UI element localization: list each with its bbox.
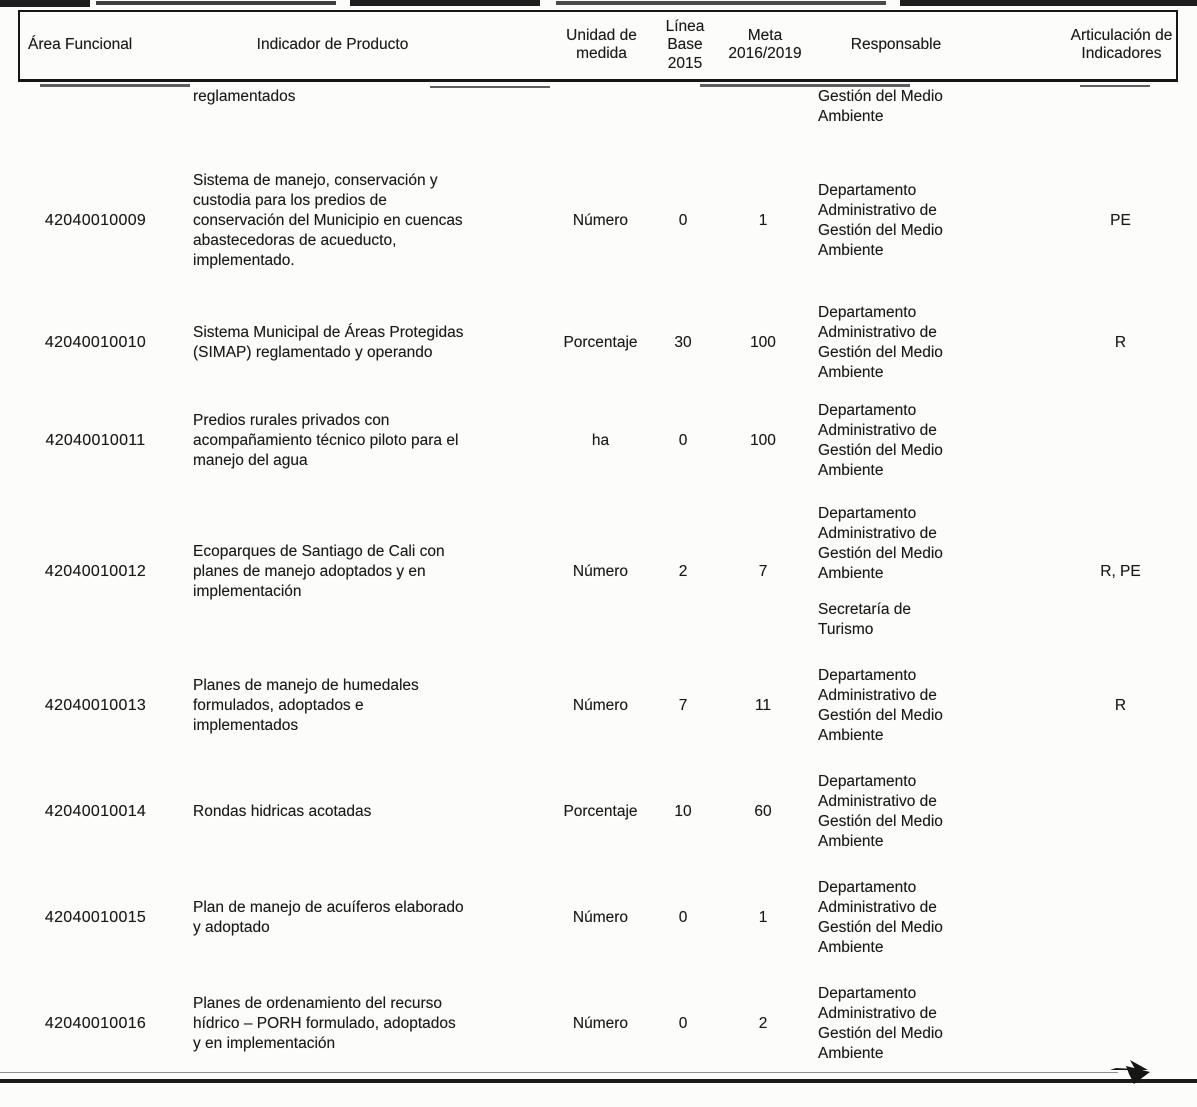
indicador-cell: Rondas hidricas acotadas [193,803,372,820]
table-row [18,971,1178,1077]
meta-cell: 100 [750,334,776,351]
articulacion-cell: R [1114,334,1127,351]
column-header-linea-base: Línea Base 2015 [665,18,705,72]
unidad-cell: Número [572,212,629,229]
responsable-entry: Departamento Administrativo de Gestión del Medio Ambiente [818,304,943,381]
indicador-cell: Sistema de manejo, conservación y custodia para los predios de conservación del Municipio en cuencas abastecedoras de acueducto, implementado. [193,172,463,269]
indicador-cell: Planes de ordenamiento del recurso hídrico – PORH formulado, adoptados y en implementación [193,995,456,1052]
unidad-cell: Número [572,1015,629,1032]
column-header-responsable: Responsable [850,36,942,54]
unidad-cell: Número [572,909,629,926]
responsable-cell [813,401,1043,481]
meta-cell: 7 [758,563,768,580]
indicador-cell: Ecoparques de Santiago de Cali con planes de manejo adoptados y en implementación [193,543,445,600]
linea-base-cell: 0 [678,432,688,449]
responsable-entry: Departamento Administrativo de Gestión del Medio Ambiente [818,505,943,582]
responsable-cell [813,87,1043,127]
table-row [18,147,1178,295]
indicador-cell: Sistema Municipal de Áreas Protegidas (SIMAP) reglamentado y operando [193,324,464,361]
table-row [18,653,1178,759]
linea-base-cell: 0 [678,1015,688,1032]
table-bottom-thick-rule [0,1079,1197,1083]
responsable-cell [813,984,1043,1064]
unidad-cell: Porcentaje [563,803,638,820]
column-header-indicador: Indicador de Producto [256,36,409,54]
responsable-entry: Departamento Administrativo de Gestión del Medio Ambiente [818,402,943,479]
indicador-cell: Plan de manejo de acuíferos elaborado y adoptado [193,899,464,936]
linea-base-cell: 2 [678,563,688,580]
area-funcional-cell: 42040010015 [44,909,147,926]
area-funcional-cell: 42040010012 [44,563,147,580]
responsable-cell [813,181,1043,261]
area-funcional-cell: 42040010013 [44,697,147,714]
table-bottom-thin-rule [0,1072,1118,1073]
table-row [18,85,1178,147]
meta-cell: 1 [758,212,768,229]
table-body [18,85,1178,1077]
responsable-entry: Departamento Administrativo de Gestión del Medio Ambiente [818,879,943,956]
articulacion-cell: R [1114,697,1127,714]
area-funcional-cell: 42040010009 [44,212,147,229]
indicador-cell: Predios rurales privados con acompañamiento técnico piloto para el manejo del agua [193,412,459,469]
column-header-articulacion: Articulación de Indicadores [1070,27,1173,63]
responsable-entry: Departamento Administrativo de Gestión del Medio Ambiente [818,182,943,259]
table-row [18,865,1178,971]
unidad-cell: Número [572,563,629,580]
area-funcional-cell: 42040010010 [44,334,147,351]
column-header-area-funcional: Área Funcional [28,36,133,54]
articulacion-cell: PE [1110,212,1131,229]
area-funcional-cell: 42040010014 [44,803,147,820]
indicador-cell: reglamentados [193,88,296,105]
table-row [18,491,1178,653]
responsable-entry: Secretaría de Turismo [818,601,912,638]
unidad-cell: Porcentaje [563,334,638,351]
responsable-cell [813,666,1043,746]
meta-cell: 60 [754,803,772,820]
responsable-cell [813,772,1043,852]
column-header-unidad: Unidad de medida [566,27,637,63]
table-header-row [18,10,1178,82]
scan-artifact [0,0,90,7]
unidad-cell: ha [591,432,610,449]
scan-artifact [96,1,336,5]
unidad-cell: Número [572,697,629,714]
responsable-entry: Departamento Administrativo de Gestión del Medio Ambiente [818,773,943,850]
table-row [18,759,1178,865]
responsable-entry: Departamento Administrativo de Gestión del Medio Ambiente [818,667,943,744]
scan-artifact [556,1,886,5]
meta-cell: 2 [758,1015,768,1032]
responsable-cell [813,303,1043,383]
linea-base-cell: 0 [678,212,688,229]
linea-base-cell: 10 [674,803,692,820]
column-header-meta: Meta 2016/2019 [728,27,802,63]
responsable-cell [813,878,1043,958]
meta-cell: 11 [754,697,772,714]
area-funcional-cell: 42040010011 [45,432,146,449]
responsable-entry: Gestión del Medio Ambiente [818,88,943,125]
responsable-cell [813,504,1043,640]
responsable-entry: Departamento Administrativo de Gestión del Medio Ambiente [818,985,943,1062]
articulacion-cell: R, PE [1100,563,1141,580]
meta-cell: 1 [758,909,768,926]
cursor-icon [1108,1056,1158,1096]
scan-artifact [350,0,540,6]
indicador-cell: Planes de manejo de humedales formulados, adoptados e implementados [193,677,419,734]
linea-base-cell: 30 [674,334,692,351]
meta-cell: 100 [750,432,776,449]
area-funcional-cell: 42040010016 [44,1015,147,1032]
table-row [18,295,1178,391]
linea-base-cell: 7 [678,697,688,714]
scan-artifact [900,0,1197,6]
linea-base-cell: 0 [678,909,688,926]
table-row [18,391,1178,491]
